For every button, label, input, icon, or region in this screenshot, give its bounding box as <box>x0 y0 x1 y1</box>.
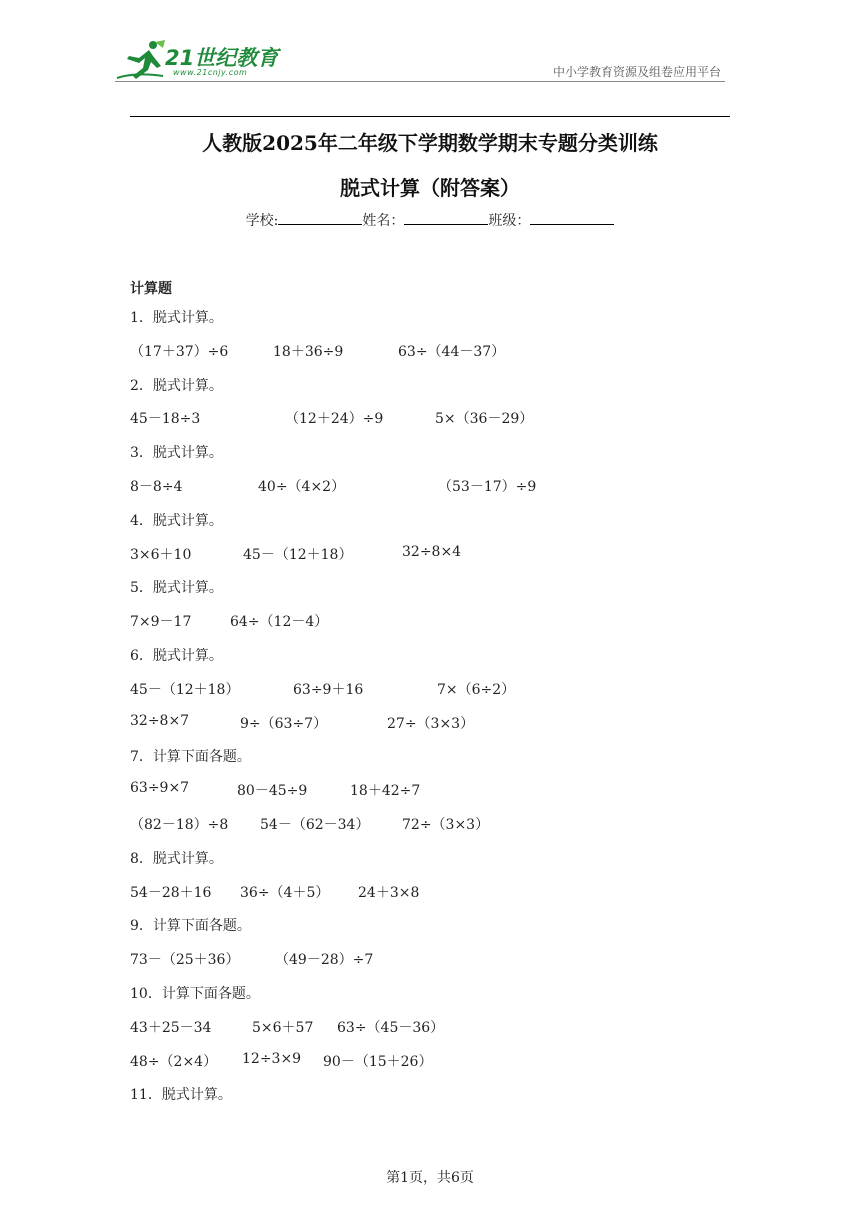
expression: 12÷3×9 <box>242 1050 302 1067</box>
expression-row <box>130 476 730 494</box>
expression: 27÷（3×3） <box>387 715 475 732</box>
expression-row <box>130 949 730 967</box>
expression: （12＋24）÷9 <box>285 411 384 428</box>
expression: 80－45÷9 <box>237 783 308 800</box>
expression-row <box>130 611 730 629</box>
expression: 72÷（3×3） <box>402 817 490 833</box>
question-heading: 5．脱式计算。 <box>130 580 223 597</box>
expression: 45－（12＋18） <box>243 546 353 563</box>
expression-row <box>130 713 730 731</box>
expression: 48÷（2×4） <box>130 1053 218 1070</box>
logo-url: www.21cnjy.com <box>173 68 248 77</box>
document-subtitle: 脱式计算（附答案） <box>340 176 520 200</box>
expression: 45－（12＋18） <box>130 681 240 698</box>
logo-text: 21世纪教育 <box>165 46 279 70</box>
expression-row <box>130 780 730 798</box>
expression-row <box>130 1017 730 1035</box>
class-label: 班级： <box>488 213 531 229</box>
header-divider <box>115 81 725 82</box>
expression: 54－（62－34） <box>260 817 370 833</box>
expression: 63÷（45－36） <box>337 1019 445 1036</box>
class-blank <box>530 210 614 225</box>
expression: （17＋37）÷6 <box>130 343 229 360</box>
expression-row <box>130 341 730 359</box>
expression-row <box>130 1051 730 1069</box>
expression: （49－28）÷7 <box>275 952 374 969</box>
expression: 73－（25＋36） <box>130 952 240 969</box>
expression: 32÷8×4 <box>402 543 462 560</box>
expression: 18＋42÷7 <box>350 783 421 800</box>
expression: 8－8÷4 <box>130 479 183 495</box>
expression: 63÷（44－37） <box>398 343 506 360</box>
expression: 9÷（63÷7） <box>240 715 328 732</box>
question-heading: 3．脱式计算。 <box>130 445 223 462</box>
expression: 63÷9×7 <box>130 780 190 797</box>
question-heading: 10．计算下面各题。 <box>130 986 260 1002</box>
expression: 40÷（4×2） <box>258 479 346 495</box>
expression: 64÷（12－4） <box>230 614 329 631</box>
header-platform-text: 中小学教育资源及组卷应用平台 <box>552 65 721 79</box>
question-heading: 7．计算下面各题。 <box>130 749 251 766</box>
expression: 90－（15＋26） <box>323 1053 433 1070</box>
question-heading: 2．脱式计算。 <box>130 377 223 394</box>
logo <box>115 38 285 82</box>
expression: （82－18）÷8 <box>130 817 229 833</box>
expression: 18＋36÷9 <box>273 343 344 360</box>
expression: 7×（6÷2） <box>437 681 516 698</box>
document-title: 人教版2025年二年级下学期数学期末专题分类训练 <box>202 131 658 155</box>
question-heading: 11．脱式计算。 <box>130 1087 232 1104</box>
expression: 3×6＋10 <box>130 546 192 563</box>
question-heading: 1．脱式计算。 <box>130 310 223 326</box>
expression: 43＋25－34 <box>130 1019 212 1036</box>
section-title: 计算题 <box>130 281 172 297</box>
student-info <box>0 210 860 230</box>
question-heading: 8．脱式计算。 <box>130 850 223 867</box>
question-heading: 6．脱式计算。 <box>130 648 223 664</box>
name-blank <box>404 210 488 225</box>
school-label: 学校: <box>245 213 279 229</box>
expression: 32÷8×7 <box>130 712 190 729</box>
expression: 24＋3×8 <box>358 884 420 901</box>
expression-row <box>130 882 730 900</box>
school-blank <box>278 210 362 225</box>
expression: 7×9－17 <box>130 614 192 631</box>
title-rule <box>130 116 730 117</box>
expression-row <box>130 544 730 562</box>
name-label: 姓名： <box>362 213 405 229</box>
runner-logo-icon <box>115 38 167 82</box>
page-footer: 第1页，共6页 <box>386 1170 474 1186</box>
expression-row <box>130 408 730 426</box>
question-heading: 4．脱式计算。 <box>130 512 223 529</box>
expression: 5×（36－29） <box>435 411 534 428</box>
expression: 45－18÷3 <box>130 411 201 428</box>
question-heading: 9．计算下面各题。 <box>130 918 251 935</box>
expression-row <box>130 814 730 832</box>
expression: 36÷（4＋5） <box>240 884 330 901</box>
page-header <box>115 38 725 83</box>
expression-row <box>130 679 730 697</box>
expression: 5×6＋57 <box>252 1019 314 1036</box>
expression: 54－28＋16 <box>130 884 212 901</box>
expression: （53－17）÷9 <box>438 479 537 495</box>
expression: 63÷9＋16 <box>293 681 364 698</box>
